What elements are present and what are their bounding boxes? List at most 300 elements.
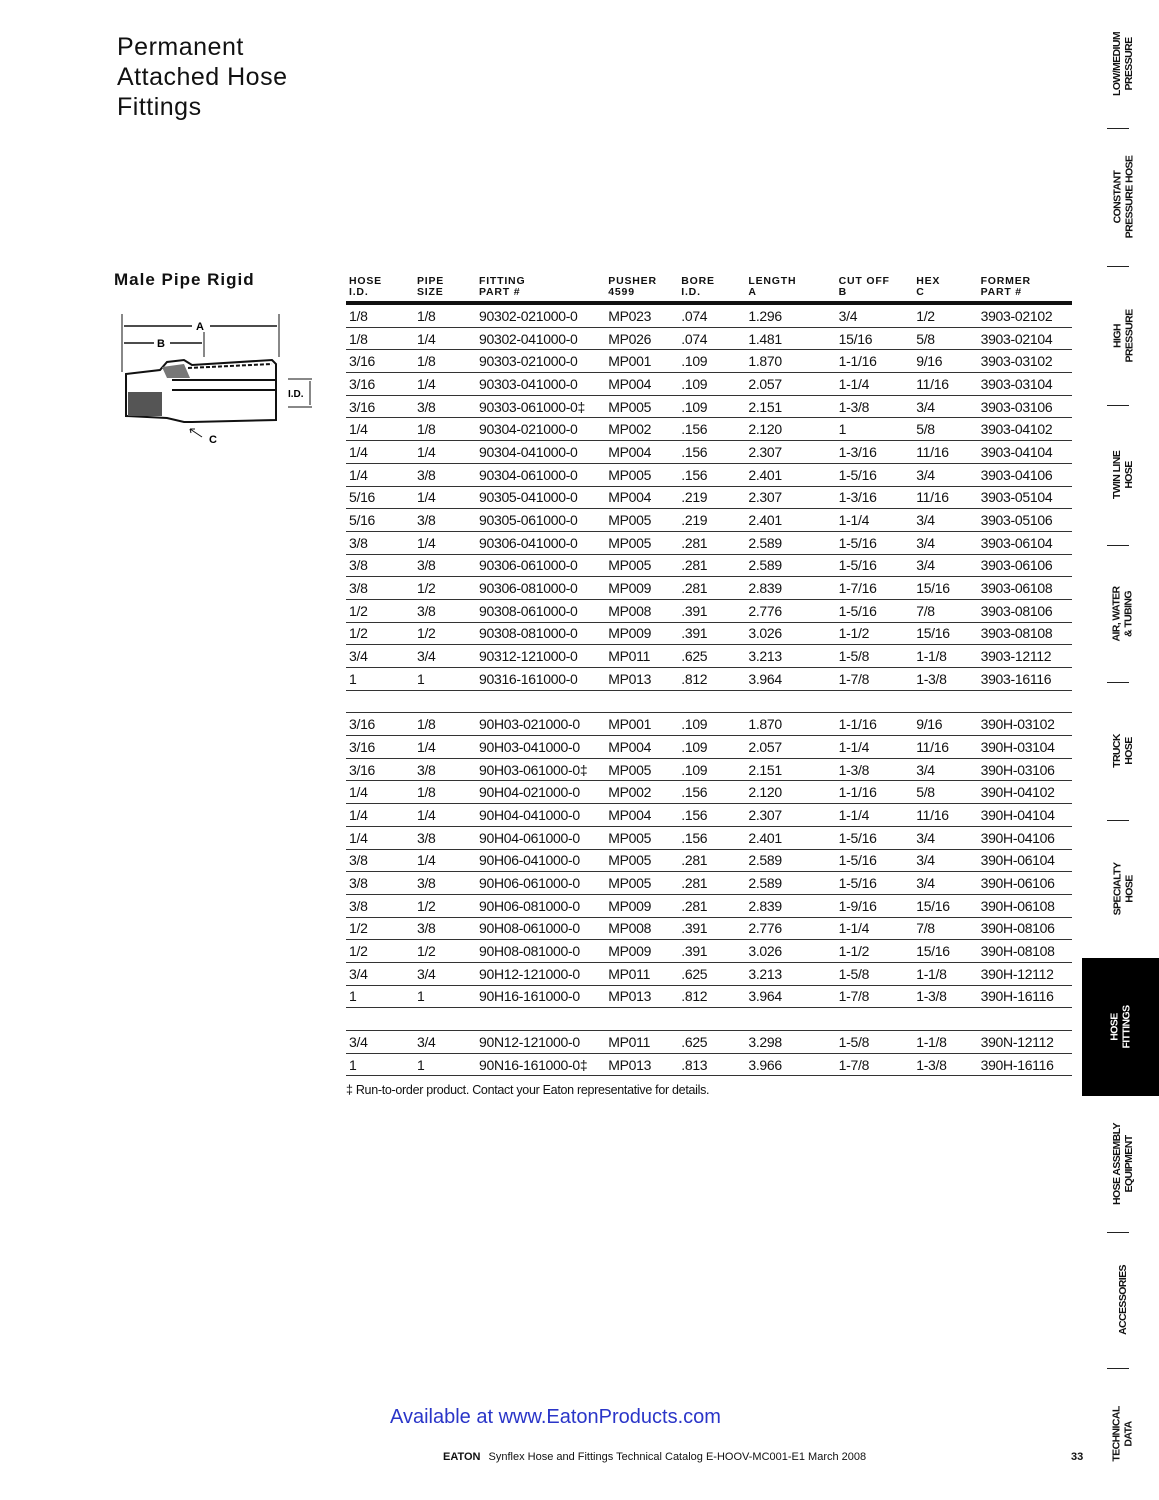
table-cell: 1/2 <box>414 577 476 600</box>
table-row <box>346 303 1072 327</box>
dimension-b-label: B <box>157 338 165 350</box>
table-cell: 90H12-121000-0 <box>476 962 605 985</box>
table-cell: 2.589 <box>745 849 835 872</box>
table-cell: 1-7/8 <box>836 668 914 691</box>
tab-divider <box>1107 682 1129 683</box>
table-row <box>346 373 1072 396</box>
table-cell: MP005 <box>605 395 678 418</box>
table-cell: 2.589 <box>745 531 835 554</box>
table-cell: 2.839 <box>745 577 835 600</box>
table-cell: 90H08-061000-0 <box>476 917 605 940</box>
table-cell: 3/8 <box>414 826 476 849</box>
table-cell: 90308-061000-0 <box>476 599 605 622</box>
table-cell: 3903-04104 <box>978 441 1072 464</box>
table-cell: 1-3/8 <box>836 758 914 781</box>
table-cell: 3903-08106 <box>978 599 1072 622</box>
table-cell: 90303-021000-0 <box>476 350 605 373</box>
column-header-line: I.D. <box>681 286 701 298</box>
table-cell: 3/8 <box>414 554 476 577</box>
table-cell: 15/16 <box>913 622 977 645</box>
column-header <box>913 274 977 303</box>
table-cell: 3903-02104 <box>978 327 1072 350</box>
footer <box>443 1451 866 1463</box>
table-cell: 1-1/4 <box>836 917 914 940</box>
table-cell: 1 <box>414 668 476 691</box>
table-cell: 390H-03106 <box>978 758 1072 781</box>
column-header-line: FITTING <box>478 275 526 287</box>
table-cell: 3.026 <box>745 940 835 963</box>
column-header <box>414 274 476 303</box>
section-spacer <box>346 690 1072 713</box>
side-tab-label: ACCESSORIES <box>1117 1265 1129 1335</box>
table-cell: 1-1/4 <box>836 804 914 827</box>
table-cell: .219 <box>678 509 745 532</box>
table-cell: MP005 <box>605 509 678 532</box>
table-row <box>346 327 1072 350</box>
side-tab-twin-line-hose[interactable] <box>1087 405 1159 545</box>
table-cell: 3/16 <box>346 758 414 781</box>
table-cell: 1-5/16 <box>836 463 914 486</box>
table-cell: .156 <box>678 804 745 827</box>
table-cell: 5/16 <box>346 486 414 509</box>
table-cell: 3/8 <box>414 599 476 622</box>
column-header <box>836 274 914 303</box>
table-cell: 3903-12112 <box>978 645 1072 668</box>
table-cell: 2.401 <box>745 509 835 532</box>
table-cell: 3/4 <box>414 645 476 668</box>
table-cell: .109 <box>678 395 745 418</box>
table-cell: 3/8 <box>346 872 414 895</box>
table-cell: 3903-03106 <box>978 395 1072 418</box>
table-cell: 90304-041000-0 <box>476 441 605 464</box>
table-cell: .391 <box>678 917 745 940</box>
table-cell: MP005 <box>605 531 678 554</box>
table-cell: MP009 <box>605 894 678 917</box>
table-cell: 1-1/16 <box>836 350 914 373</box>
table-cell: MP001 <box>605 350 678 373</box>
table-cell: 2.151 <box>745 758 835 781</box>
table-cell: 90303-041000-0 <box>476 373 605 396</box>
table-cell: 1.870 <box>745 350 835 373</box>
side-tab-hose-assembly-equipment[interactable] <box>1087 1096 1159 1232</box>
table-cell: 1/8 <box>414 303 476 327</box>
column-header-line: PIPE <box>416 275 445 287</box>
title-line: Fittings <box>117 93 202 121</box>
table-cell: 1-5/8 <box>836 1031 914 1054</box>
footnote: ‡ Run-to-order product. Contact your Eaton representative for details. <box>346 1083 710 1097</box>
table-cell: 1-5/16 <box>836 849 914 872</box>
table-cell: 1/4 <box>346 441 414 464</box>
table-row <box>346 486 1072 509</box>
table-cell: MP008 <box>605 917 678 940</box>
table-cell: 15/16 <box>836 327 914 350</box>
table-cell: .281 <box>678 894 745 917</box>
table-cell: 15/16 <box>913 940 977 963</box>
table-row <box>346 441 1072 464</box>
table-cell: 90N16-161000-0‡ <box>476 1053 605 1076</box>
table-cell: 90304-061000-0 <box>476 463 605 486</box>
table-cell: 3/4 <box>913 826 977 849</box>
column-header-line: BORE <box>681 275 715 287</box>
table-cell: 90302-041000-0 <box>476 327 605 350</box>
column-header-line: CUT OFF <box>838 275 890 287</box>
table-cell: .625 <box>678 962 745 985</box>
side-tab-label: HIGH PRESSURE <box>1111 309 1135 362</box>
table-cell: .625 <box>678 645 745 668</box>
section-spacer <box>346 1008 1072 1031</box>
table-cell: 1-5/16 <box>836 826 914 849</box>
tab-divider <box>1107 266 1129 267</box>
tab-divider <box>1107 820 1129 821</box>
table-row <box>346 917 1072 940</box>
table-row <box>346 985 1072 1008</box>
table-cell: 3.964 <box>745 668 835 691</box>
table-cell: 1/2 <box>913 303 977 327</box>
table-row <box>346 554 1072 577</box>
table-cell: 3/8 <box>414 463 476 486</box>
table-row <box>346 804 1072 827</box>
table-cell: .109 <box>678 736 745 759</box>
table-cell: 1.870 <box>745 713 835 736</box>
table-cell: MP005 <box>605 554 678 577</box>
table-cell: 3903-03104 <box>978 373 1072 396</box>
table-cell: MP001 <box>605 713 678 736</box>
page-title <box>117 32 288 122</box>
table-cell: 3/8 <box>414 872 476 895</box>
table-cell: 3/8 <box>414 758 476 781</box>
side-tab-label: HOSE ASSEMBLY EQUIPMENT <box>1111 1123 1135 1205</box>
table-cell: 1-3/8 <box>913 668 977 691</box>
table-cell: 1/4 <box>414 441 476 464</box>
table-cell: 1/2 <box>346 599 414 622</box>
table-cell: 1-1/4 <box>836 373 914 396</box>
table-cell: 1/8 <box>414 350 476 373</box>
table-cell: 1-5/16 <box>836 554 914 577</box>
table-cell: 1/4 <box>346 781 414 804</box>
side-tab-truck-hose[interactable] <box>1087 682 1159 820</box>
table-cell: 2.307 <box>745 486 835 509</box>
table-row <box>346 849 1072 872</box>
table-cell: 1 <box>414 985 476 1008</box>
table-cell: 2.776 <box>745 599 835 622</box>
column-header-line: PART # <box>478 286 521 298</box>
table-cell: 1/2 <box>414 894 476 917</box>
table-row <box>346 622 1072 645</box>
table-cell: .625 <box>678 1031 745 1054</box>
table-cell: .156 <box>678 826 745 849</box>
table-cell: 1/2 <box>346 622 414 645</box>
table-cell: MP004 <box>605 373 678 396</box>
table-row <box>346 350 1072 373</box>
table-cell: MP013 <box>605 985 678 1008</box>
table-cell: 3.966 <box>745 1053 835 1076</box>
column-header <box>476 274 605 303</box>
table-cell: 1/2 <box>414 622 476 645</box>
table-cell: 1/4 <box>346 463 414 486</box>
table-cell: 11/16 <box>913 373 977 396</box>
table-cell: 1/4 <box>414 849 476 872</box>
table-cell: 90303-061000-0‡ <box>476 395 605 418</box>
table-row <box>346 645 1072 668</box>
table-cell: 3/8 <box>414 917 476 940</box>
title-line: Attached Hose <box>117 63 288 91</box>
side-tab-label: HOSE FITTINGS <box>1108 1005 1133 1049</box>
table-cell: 2.120 <box>745 781 835 804</box>
table-cell: 15/16 <box>913 894 977 917</box>
side-tab-label: TWIN LINE HOSE <box>1110 450 1135 500</box>
table-cell: MP005 <box>605 849 678 872</box>
table-row <box>346 940 1072 963</box>
table-cell: 3/4 <box>913 849 977 872</box>
table-cell: 1/8 <box>414 781 476 804</box>
table-cell: 2.776 <box>745 917 835 940</box>
table-cell: .281 <box>678 849 745 872</box>
table-cell: 1-3/8 <box>836 395 914 418</box>
table-cell: 1-3/16 <box>836 441 914 464</box>
table-cell: 1/4 <box>414 327 476 350</box>
side-tab-air-water-tubing[interactable] <box>1087 545 1159 682</box>
table-cell: 1.296 <box>745 303 835 327</box>
table-cell: 11/16 <box>913 804 977 827</box>
side-tab-accessories[interactable] <box>1087 1232 1159 1368</box>
column-header-line: A <box>748 286 757 298</box>
side-tab-label: LOW/MEDIUM PRESSURE <box>1111 32 1135 96</box>
table-cell: 390H-06106 <box>978 872 1072 895</box>
side-tab-low-medium-pressure[interactable] <box>1087 0 1159 128</box>
table-cell: 1/4 <box>414 486 476 509</box>
table-cell: 2.151 <box>745 395 835 418</box>
side-tab-label: TRUCK HOSE <box>1111 734 1135 768</box>
table-cell: 3/4 <box>346 1031 414 1054</box>
table-cell: MP004 <box>605 736 678 759</box>
table-cell: 390H-08106 <box>978 917 1072 940</box>
tab-divider <box>1107 545 1129 546</box>
table-cell: 1-5/16 <box>836 531 914 554</box>
table-cell: 1-7/16 <box>836 577 914 600</box>
table-cell: 1 <box>414 1053 476 1076</box>
fitting-diagram <box>112 312 317 447</box>
table-cell: 90H16-161000-0 <box>476 985 605 1008</box>
table-cell: 3.298 <box>745 1031 835 1054</box>
table-cell: 1/4 <box>346 826 414 849</box>
side-tab-label: TECHNICAL DATA <box>1110 1406 1135 1462</box>
table-cell: 9/16 <box>913 350 977 373</box>
table-cell: 90308-081000-0 <box>476 622 605 645</box>
table-cell: MP009 <box>605 622 678 645</box>
table-cell: 3.213 <box>745 645 835 668</box>
column-header-line: LENGTH <box>748 275 797 287</box>
table-cell: 3/8 <box>414 395 476 418</box>
table-cell: 90304-021000-0 <box>476 418 605 441</box>
table-cell: .812 <box>678 668 745 691</box>
table-header-row <box>346 274 1072 303</box>
dimension-c-label: C <box>209 434 217 446</box>
table-row <box>346 599 1072 622</box>
tab-divider <box>1107 405 1129 406</box>
table-cell: .156 <box>678 463 745 486</box>
table-cell: 90H08-081000-0 <box>476 940 605 963</box>
column-header-line: HEX <box>916 275 941 287</box>
table-cell: 3903-05104 <box>978 486 1072 509</box>
table-cell: 1-1/2 <box>836 622 914 645</box>
table-cell: 3903-04102 <box>978 418 1072 441</box>
table-cell: MP004 <box>605 441 678 464</box>
table-cell: MP005 <box>605 826 678 849</box>
table-cell: 3/8 <box>346 531 414 554</box>
table-cell: 390H-06104 <box>978 849 1072 872</box>
table-cell: 1-1/8 <box>913 962 977 985</box>
table-cell: 1/2 <box>346 940 414 963</box>
table-cell: 3/4 <box>913 758 977 781</box>
table-cell: MP009 <box>605 940 678 963</box>
table-row <box>346 713 1072 736</box>
table-cell: 90H04-021000-0 <box>476 781 605 804</box>
table-cell: 90H06-041000-0 <box>476 849 605 872</box>
column-header-line: I.D. <box>349 286 369 298</box>
table-row <box>346 758 1072 781</box>
table-cell: 1/4 <box>414 804 476 827</box>
table-cell: 3903-06104 <box>978 531 1072 554</box>
table-row <box>346 826 1072 849</box>
table-cell: 2.057 <box>745 373 835 396</box>
table-cell: 3.213 <box>745 962 835 985</box>
table-cell: MP005 <box>605 463 678 486</box>
table-cell: 2.589 <box>745 554 835 577</box>
table-row <box>346 736 1072 759</box>
side-tab-technical-data[interactable] <box>1087 1368 1159 1500</box>
table-cell: MP011 <box>605 962 678 985</box>
table-cell: 1-1/4 <box>836 736 914 759</box>
table-cell: .813 <box>678 1053 745 1076</box>
table-cell: .391 <box>678 622 745 645</box>
table-cell: .391 <box>678 940 745 963</box>
table-cell: 1-3/16 <box>836 486 914 509</box>
table-cell: 3/8 <box>346 894 414 917</box>
table-cell: MP013 <box>605 668 678 691</box>
table-cell: .074 <box>678 303 745 327</box>
table-cell: 11/16 <box>913 736 977 759</box>
table-cell: 1/2 <box>346 917 414 940</box>
column-header-line: 4599 <box>608 286 635 298</box>
table-cell: 90306-061000-0 <box>476 554 605 577</box>
table-cell: MP013 <box>605 1053 678 1076</box>
table-cell: 90H03-041000-0 <box>476 736 605 759</box>
section-title: Male Pipe Rigid <box>114 270 255 289</box>
availability-link[interactable]: Available at www.EatonProducts.com <box>390 1406 721 1428</box>
table-cell: 90312-121000-0 <box>476 645 605 668</box>
table-row <box>346 781 1072 804</box>
table-cell: 3/8 <box>346 849 414 872</box>
dimension-a-label: A <box>196 321 204 333</box>
table-cell: 3/4 <box>414 962 476 985</box>
table-cell: 1-1/16 <box>836 781 914 804</box>
side-tab-label: AIR, WATER & TUBING <box>1111 585 1135 642</box>
table-cell: 1-7/8 <box>836 985 914 1008</box>
page-number: 33 <box>1071 1451 1084 1463</box>
table-cell: 2.057 <box>745 736 835 759</box>
table-cell: 1/8 <box>414 713 476 736</box>
table-cell: 5/8 <box>913 327 977 350</box>
table-cell: .156 <box>678 781 745 804</box>
side-tab-hose-fittings[interactable] <box>1082 958 1159 1096</box>
table-row <box>346 395 1072 418</box>
table-cell: .281 <box>678 554 745 577</box>
table-cell: 1-3/8 <box>913 1053 977 1076</box>
table-cell: 2.120 <box>745 418 835 441</box>
column-header-line: FORMER <box>980 275 1031 287</box>
table-cell: 3903-05106 <box>978 509 1072 532</box>
table-cell: 390N-12112 <box>978 1031 1072 1054</box>
column-header <box>346 274 414 303</box>
table-cell: 1-1/4 <box>836 509 914 532</box>
table-cell: 390H-04104 <box>978 804 1072 827</box>
column-header-line: HOSE <box>349 275 382 287</box>
side-tab-constant-pressure-hose[interactable] <box>1087 128 1159 266</box>
table-cell: 3903-16116 <box>978 668 1072 691</box>
table-cell: 90306-081000-0 <box>476 577 605 600</box>
table-cell: 2.401 <box>745 463 835 486</box>
table-cell: 390H-04102 <box>978 781 1072 804</box>
table-cell: MP005 <box>605 872 678 895</box>
table-cell: 1/2 <box>414 940 476 963</box>
table-cell: 3.964 <box>745 985 835 1008</box>
column-header <box>745 274 835 303</box>
table-cell: 3/4 <box>913 509 977 532</box>
table-cell: 1/4 <box>414 531 476 554</box>
side-tab-label: CONSTANT PRESSURE HOSE <box>1111 155 1136 239</box>
table-cell: 3903-03102 <box>978 350 1072 373</box>
column-header-line: PUSHER <box>608 275 657 287</box>
table-cell: 2.589 <box>745 872 835 895</box>
column-header <box>978 274 1072 303</box>
table-cell: 1 <box>346 1053 414 1076</box>
table-cell: 390H-12112 <box>978 962 1072 985</box>
table-cell: 390H-03104 <box>978 736 1072 759</box>
table-cell: 1 <box>346 668 414 691</box>
table-cell: 11/16 <box>913 441 977 464</box>
table-row <box>346 509 1072 532</box>
table-cell: 390H-03102 <box>978 713 1072 736</box>
table-cell: .109 <box>678 350 745 373</box>
table-cell: 11/16 <box>913 486 977 509</box>
table-cell: .156 <box>678 441 745 464</box>
table-cell: 3903-06108 <box>978 577 1072 600</box>
table-cell: 90H06-081000-0 <box>476 894 605 917</box>
table-cell: 3/4 <box>913 463 977 486</box>
table-cell: 390H-06108 <box>978 894 1072 917</box>
table-cell: 3/4 <box>913 554 977 577</box>
table-cell: 3/4 <box>346 962 414 985</box>
side-tab-high-pressure[interactable] <box>1087 266 1159 405</box>
table-cell: 1-1/8 <box>913 645 977 668</box>
table-cell: 90305-041000-0 <box>476 486 605 509</box>
table-cell: 2.307 <box>745 804 835 827</box>
table-cell: 3/16 <box>346 373 414 396</box>
table-row <box>346 531 1072 554</box>
table-cell: MP002 <box>605 418 678 441</box>
tab-divider <box>1107 128 1129 129</box>
column-header-line: PART # <box>980 286 1022 298</box>
table-cell: 15/16 <box>913 577 977 600</box>
table-cell: 3/16 <box>346 395 414 418</box>
table-cell: .109 <box>678 758 745 781</box>
table-cell: 3/4 <box>913 872 977 895</box>
tab-divider <box>1107 1232 1129 1233</box>
side-tab-specialty-hose[interactable] <box>1087 820 1159 958</box>
table-cell: 3/8 <box>414 509 476 532</box>
table-cell: 1-5/8 <box>836 645 914 668</box>
table-row <box>346 418 1072 441</box>
